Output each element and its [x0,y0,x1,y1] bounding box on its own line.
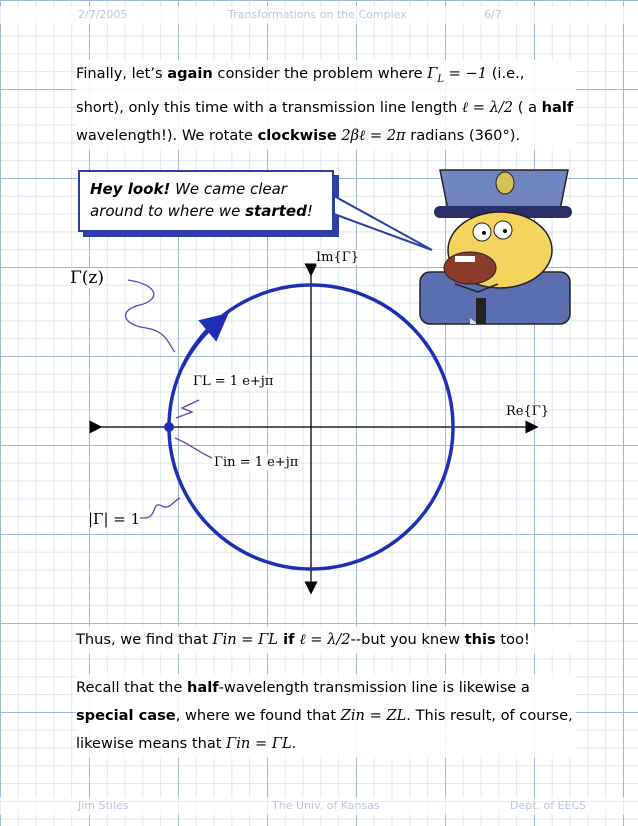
paragraph-result: Thus, we find that Γin = ΓL if ℓ = λ/2--but you knew this too! [76,626,576,654]
re-axis-label: Re{Γ} [506,404,550,419]
speech-bubble: Hey look! We came clear around to where we started! [78,170,334,232]
im-axis-label: Im{Γ} [316,250,360,265]
footer-university: The Univ. of Kansas [272,799,380,812]
footer-author: Jim Stiles [78,799,129,812]
gamma-z-label: Γ(z) [70,268,105,288]
page-footer [0,797,638,815]
gamma-point [164,422,174,432]
header-page: 6/7 [484,8,502,21]
gamma-in-pointer [175,438,212,458]
paragraph-recall: Recall that the half-wavelength transmission line is likewise a special case, where we found that Zin = ZL. This result, of course, likewise means that Γin = ΓL. [76,674,576,758]
gamma-in-label: Γin = 1 e+jπ [214,455,299,470]
gamma-L-pointer [176,400,199,418]
gamma-L-label: ΓL = 1 e+jπ [193,374,274,389]
police-cartoon [420,170,572,324]
speech-bubble-tail [334,196,432,250]
footer-dept: Dept. of EECS [510,799,587,812]
gamma-z-pointer [126,280,175,352]
header-title: Transformations on the Complex [228,8,407,21]
header-date: 2/7/2005 [78,8,128,21]
magnitude-pointer [140,498,180,518]
magnitude-label: |Γ| = 1 [88,510,141,528]
rotation-arrow [182,322,218,368]
paragraph-intro: Finally, let’s again consider the problem where $\Gamma_L = -1$ (i.e., short), only this time with a transmission line length ℓ = λ/2 ( a half wavelength!). We rotate clockwise 2βℓ = 2π radians (360°). [76,60,576,150]
